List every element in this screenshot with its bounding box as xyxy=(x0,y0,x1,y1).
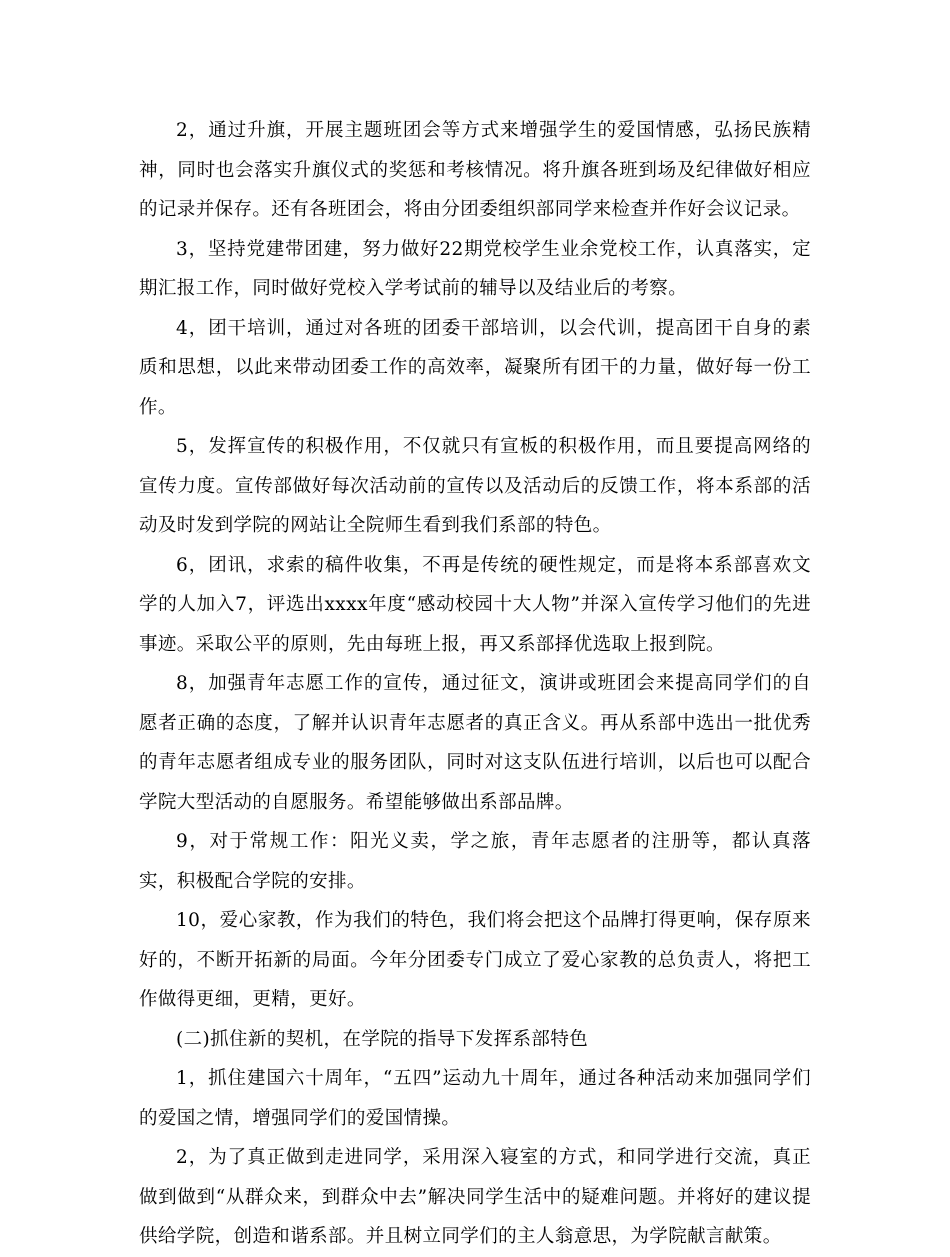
paragraph-party-school: 3，坚持党建带团建，努力做好22期党校学生业余党校工作，认真落实，定期汇报工作，同时做好党校入学考试前的辅导以及结业后的考察。 xyxy=(139,238,811,299)
paragraph-flag-raising: 2，通过升旗，开展主题班团会等方式来增强学生的爱国情感，弘扬民族精神，同时也会落实升旗仪式的奖惩和考核情况。将升旗各班到场及纪律做好相应的记录并保存。还有各班团会，将由分团委组织部同学来检查并作好会议记录。 xyxy=(139,120,811,220)
paragraph-routine-work: 9，对于常规工作：阳光义卖，学之旅，青年志愿者的注册等，都认真落实，积极配合学院的安排。 xyxy=(139,831,811,892)
paragraph-volunteers: 8，加强青年志愿工作的宣传，通过征文，演讲或班团会来提高同学们的自愿者正确的态度，了解并认识青年志愿者的真正含义。再从系部中选出一批优秀的青年志愿者组成专业的服务团队，同时对这支队伍进行培训，以后也可以配合学院大型活动的自愿服务。希望能够做出系部品牌。 xyxy=(139,673,811,813)
paragraph-dormitory: 2，为了真正做到走进同学，采用深入寝室的方式，和同学进行交流，真正做到做到“从群众来，到群众中去”解决同学生活中的疑难问题。并将好的建议提供给学院，创造和谐系部。并且树立同学们的主人翁意思，为学院献言献策。 xyxy=(139,1147,811,1247)
document-body xyxy=(139,111,811,1257)
paragraph-tutoring: 10，爱心家教，作为我们的特色，我们将会把这个品牌打得更响，保存原来好的，不断开拓新的局面。今年分团委专门成立了爱心家教的总负责人，将把工作做得更细，更精，更好。 xyxy=(139,910,811,1010)
paragraph-publicity: 5，发挥宣传的积极作用，不仅就只有宣板的积极作用，而且要提高网络的宣传力度。宣传部做好每次活动前的宣传以及活动后的反馈工作，将本系部的活动及时发到学院的网站让全院师生看到我们系部的特色。 xyxy=(139,436,811,536)
paragraph-manuscripts: 6，团讯，求索的稿件收集，不再是传统的硬性规定，而是将本系部喜欢文学的人加入7，评选出xxxx年度“感动校园十大人物”并深入宣传学习他们的先进事迹。采取公平的原则，先由每班上报，再又系部择优选取上报到院。 xyxy=(139,554,811,655)
section-heading: (二)抓住新的契机，在学院的指导下发挥系部特色 xyxy=(176,1028,589,1050)
paragraph-anniversary: 1，抓住建国六十周年，“五四”运动九十周年，通过各种活动来加强同学们的爱国之情，增强同学们的爱国情操。 xyxy=(139,1068,811,1129)
paragraph-cadre-training: 4，团干培训，通过对各班的团委干部培训，以会代训，提高团干自身的素质和思想，以此来带动团委工作的高效率，凝聚所有团干的力量，做好每一份工作。 xyxy=(139,317,811,418)
